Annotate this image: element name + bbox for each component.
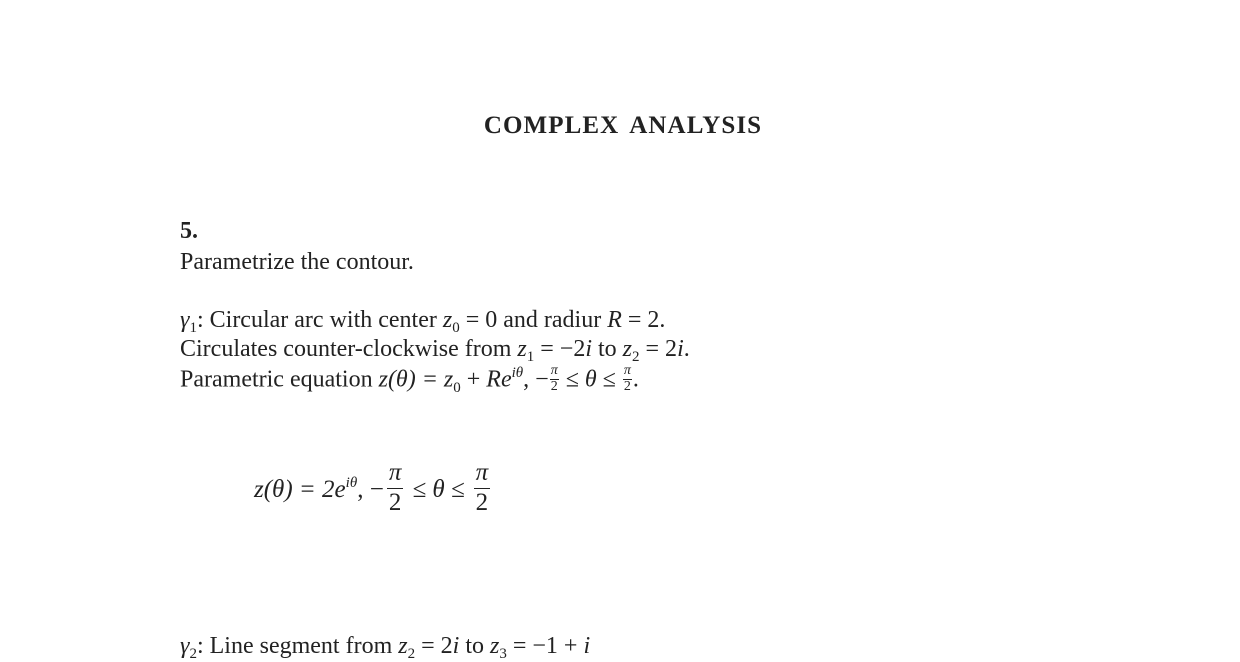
g2-z3-imag: i — [583, 633, 591, 659]
z1-symbol: z — [517, 336, 527, 362]
display-e: e — [334, 475, 346, 503]
display-comma-minus: , − — [357, 475, 384, 503]
g2-z2-value: = 2 — [415, 633, 453, 659]
gamma1-symbol: γ — [180, 307, 190, 333]
frac-den: 2 — [550, 378, 558, 394]
radius-equals: = 2. — [621, 307, 666, 333]
z2-imag-unit: i — [677, 336, 684, 362]
z2-value: = 2 — [639, 336, 678, 362]
z1-imag-unit: i — [585, 336, 592, 362]
param-exponent: iθ — [511, 364, 524, 381]
param-z: z — [378, 366, 388, 393]
frac-num: π — [474, 459, 491, 489]
param-Re: Re — [486, 366, 512, 393]
z0-equals: = 0 and radiur — [459, 307, 608, 333]
gamma1-text-a: : Circular arc with center — [196, 307, 443, 333]
g2-z3-subscript: 3 — [499, 646, 507, 662]
direction-text-a: Circulates counter-clockwise from — [180, 336, 518, 362]
fraction-pi-over-2-left — [550, 364, 559, 394]
gamma1-parametric-equation — [180, 363, 639, 396]
z1-subscript: 1 — [526, 349, 535, 365]
g2-z3-symbol: z — [489, 633, 500, 659]
param-z0-sub: 0 — [453, 379, 461, 396]
z0-subscript: 0 — [452, 320, 460, 336]
gamma2-description — [180, 633, 591, 662]
radius-symbol: R — [607, 307, 622, 333]
gamma2-text-a: : Line segment from — [196, 633, 399, 659]
frac-den: 2 — [388, 488, 402, 516]
frac-num: π — [623, 363, 631, 378]
period: . — [683, 336, 690, 362]
frac-num: π — [550, 363, 558, 378]
z1-value: = −2 — [534, 336, 586, 362]
param-end: . — [632, 366, 639, 393]
problem-number: 5. — [180, 218, 198, 244]
fraction-pi-over-2-right — [623, 364, 632, 394]
param-plus: + — [460, 366, 487, 393]
gamma2-symbol: γ — [180, 633, 190, 659]
z2-symbol: z — [622, 336, 633, 362]
g2-z2-imag: i — [452, 633, 460, 659]
problem-instruction: Parametrize the contour. — [180, 249, 414, 275]
display-leq-theta-leq: ≤ θ ≤ — [412, 475, 465, 503]
gamma1-description — [180, 307, 666, 336]
frac-den: 2 — [623, 378, 631, 394]
display-z: z — [254, 475, 264, 503]
param-z0: z — [443, 366, 454, 393]
to-word: to — [592, 336, 623, 362]
g2-z2-symbol: z — [398, 633, 408, 659]
g2-to-word: to — [459, 633, 490, 659]
param-comma-minus: , − — [523, 366, 549, 393]
g2-z2-subscript: 2 — [407, 646, 416, 662]
display-fraction-left — [387, 459, 404, 518]
param-text-a: Parametric equation — [180, 366, 379, 393]
param-theta: (θ) = — [387, 366, 444, 393]
display-equation — [254, 459, 493, 521]
gamma2-subscript: 2 — [189, 646, 197, 662]
g2-z3-value: = −1 + — [506, 633, 584, 659]
display-fraction-right — [474, 459, 491, 518]
gamma1-direction — [180, 336, 690, 365]
param-leq-theta-leq: ≤ θ ≤ — [559, 366, 622, 393]
frac-num: π — [387, 459, 404, 489]
display-theta: (θ) = 2 — [263, 475, 335, 503]
page-title: COMPLEX ANALYSIS — [483, 112, 763, 139]
z2-subscript: 2 — [632, 349, 640, 365]
z0-symbol: z — [442, 307, 453, 333]
gamma1-subscript: 1 — [189, 320, 197, 336]
frac-den: 2 — [475, 488, 489, 516]
display-exponent: iθ — [345, 474, 358, 491]
